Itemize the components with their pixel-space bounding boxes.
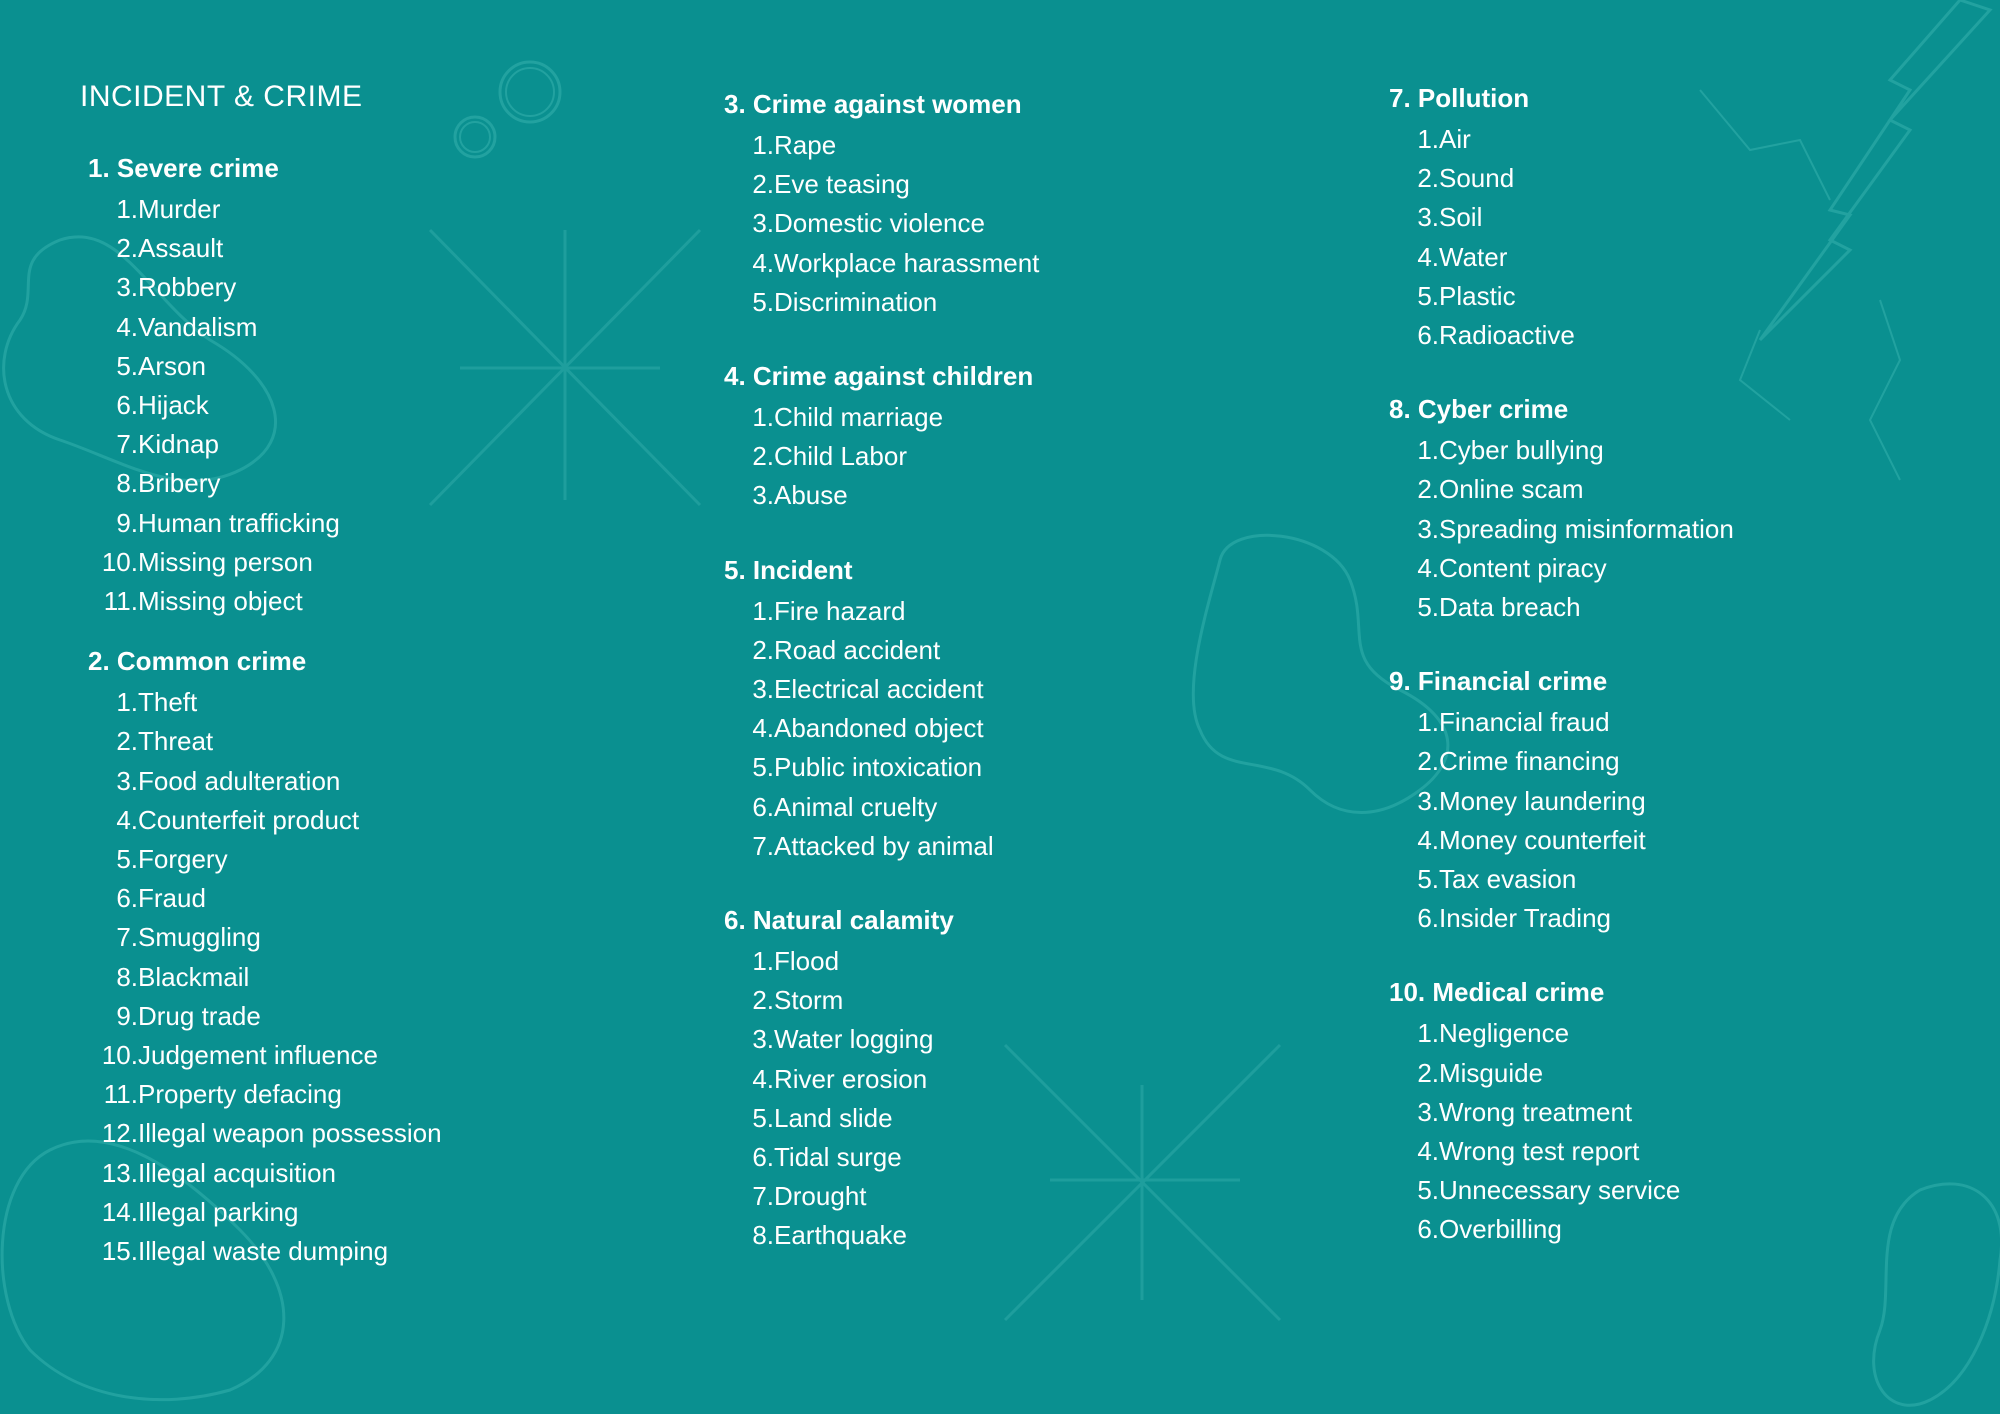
item-label: Tax evasion: [1439, 864, 1577, 895]
item-label: Soil: [1439, 202, 1483, 233]
item-label: Money laundering: [1439, 785, 1646, 816]
item-number: 2.: [752, 169, 774, 200]
item-number: 8.: [116, 961, 138, 992]
item-label: Online scam: [1439, 474, 1584, 505]
item-label: Drug trade: [138, 1000, 261, 1031]
item-number: 4.: [116, 804, 138, 835]
section-financial-crime: [1381, 661, 1734, 938]
list-item: [1381, 588, 1734, 627]
section-common-crime: [80, 641, 442, 1271]
item-number: 5.: [1417, 592, 1439, 623]
item-label: Child Labor: [774, 441, 907, 472]
item-number: 1.: [116, 194, 138, 224]
list-item: [716, 204, 1039, 243]
item-number: 3.: [752, 1024, 774, 1055]
item-number: 1.: [1417, 707, 1439, 738]
list-item: [1381, 899, 1734, 938]
item-number: 3.: [752, 480, 774, 511]
list-item: [716, 1138, 1039, 1177]
item-label: Attacked by animal: [774, 830, 994, 861]
list-item: [80, 1193, 442, 1232]
section-title: 3. Crime against women: [724, 89, 1022, 119]
list-item: [80, 997, 442, 1036]
list-item: [716, 981, 1039, 1020]
item-label: Financial fraud: [1439, 707, 1610, 738]
item-label: Wrong test report: [1439, 1136, 1640, 1167]
item-number: 6.: [1417, 1214, 1439, 1245]
blob-bottom-right: [1874, 1184, 2000, 1405]
item-label: Storm: [774, 985, 844, 1016]
item-label: Negligence: [1439, 1018, 1570, 1049]
list-item: [1381, 198, 1734, 237]
item-label: Content piracy: [1439, 552, 1607, 583]
list-item: [716, 244, 1039, 283]
item-number: 1.: [1417, 435, 1439, 466]
item-label: Electrical accident: [774, 674, 984, 705]
section-title: 4. Crime against children: [724, 361, 1034, 392]
list-item: [716, 398, 1039, 437]
list-item: [80, 1036, 442, 1075]
item-label: Threat: [138, 726, 214, 757]
list-item: [80, 464, 442, 503]
item-label: Flood: [774, 946, 840, 977]
item-label: Smuggling: [138, 922, 261, 953]
list-item: [80, 425, 442, 464]
item-number: 4.: [1417, 241, 1439, 272]
item-label: Bribery: [138, 468, 221, 499]
item-number: 3.: [752, 674, 774, 705]
list-item: [1381, 1054, 1734, 1093]
item-label: Water logging: [774, 1024, 934, 1055]
list-item: [1381, 860, 1734, 899]
item-label: Data breach: [1439, 592, 1581, 623]
item-number: 14.: [101, 1196, 138, 1227]
item-label: Missing person: [138, 546, 313, 577]
item-number: 6.: [116, 883, 138, 914]
list-item: [1381, 1014, 1734, 1053]
item-number: 7.: [752, 1181, 774, 1212]
item-label: Illegal waste dumping: [138, 1236, 389, 1267]
list-item: [1381, 742, 1734, 781]
item-number: 4.: [752, 713, 774, 744]
item-label: Missing object: [138, 586, 303, 617]
item-label: Animal cruelty: [774, 791, 938, 822]
item-number: 5.: [1417, 1175, 1439, 1206]
item-label: Illegal parking: [138, 1196, 299, 1227]
list-item: [80, 1154, 442, 1193]
item-label: Robbery: [138, 272, 237, 303]
section-natural-calamity: [716, 900, 1039, 1256]
item-number: 3.: [116, 765, 138, 796]
item-label: Domestic violence: [774, 208, 985, 239]
list-item: [716, 165, 1039, 204]
item-number: 6.: [1417, 320, 1439, 351]
list-item: [1381, 821, 1734, 860]
item-number: 2.: [752, 441, 774, 472]
item-number: 5.: [116, 844, 138, 875]
item-number: 2.: [1417, 746, 1439, 777]
list-item: [80, 190, 442, 229]
list-item: [1381, 316, 1734, 355]
list-item: [716, 942, 1039, 981]
list-item: [716, 631, 1039, 670]
section-title: 1. Severe crime: [88, 153, 279, 183]
list-item: [80, 504, 442, 543]
list-item: [80, 879, 442, 918]
item-number: 5.: [752, 286, 774, 317]
item-label: River erosion: [774, 1063, 928, 1094]
list-item: [1381, 120, 1734, 159]
item-label: Illegal acquisition: [138, 1157, 337, 1188]
list-item: [716, 437, 1039, 476]
list-item: [1381, 238, 1734, 277]
item-label: Counterfeit product: [138, 804, 360, 835]
item-number: 3.: [1417, 513, 1439, 544]
section-title: 2. Common crime: [88, 646, 307, 677]
bubble-large-icon: [500, 62, 560, 122]
column-2: [716, 84, 1039, 1256]
item-number: 1.: [752, 946, 774, 977]
item-label: Plastic: [1439, 280, 1516, 311]
item-list: [716, 592, 1039, 866]
list-item: [716, 1177, 1039, 1216]
list-item: [1381, 703, 1734, 742]
item-number: 3.: [116, 272, 138, 303]
section-cyber-crime: [1381, 389, 1734, 627]
item-number: 11.: [103, 1079, 138, 1110]
item-number: 8.: [116, 468, 138, 499]
item-number: 5.: [752, 752, 774, 783]
item-list: [716, 398, 1039, 516]
section-title: 5. Incident: [724, 554, 853, 585]
list-item: [80, 918, 442, 957]
item-label: Overbilling: [1439, 1214, 1562, 1245]
item-label: Property defacing: [138, 1079, 342, 1110]
list-item: [716, 283, 1039, 322]
section-crime-against-women: [716, 84, 1039, 322]
lightning-icon: [1760, 0, 1990, 340]
list-item: [80, 722, 442, 761]
item-number: 9.: [116, 507, 138, 538]
item-label: Rape: [774, 130, 837, 160]
item-label: Human trafficking: [138, 507, 340, 538]
item-number: 1.: [1417, 1018, 1439, 1049]
list-item: [1381, 1132, 1734, 1171]
item-label: Assault: [138, 233, 224, 264]
list-item: [716, 1216, 1039, 1255]
item-label: Land slide: [774, 1102, 893, 1133]
item-number: 10.: [101, 546, 138, 577]
list-item: [80, 386, 442, 425]
item-number: 7.: [752, 830, 774, 861]
section-title: 10. Medical crime: [1389, 977, 1605, 1008]
item-label: Food adulteration: [138, 765, 341, 796]
section-incident: [716, 550, 1039, 866]
item-label: Water: [1439, 241, 1508, 272]
item-label: Sound: [1439, 163, 1515, 194]
section-pollution: [1381, 78, 1734, 355]
item-label: Illegal weapon possession: [138, 1118, 442, 1149]
list-item: [80, 1075, 442, 1114]
page-title: INCIDENT & CRIME: [80, 80, 363, 113]
item-number: 4.: [752, 1063, 774, 1094]
section-title: 6. Natural calamity: [724, 905, 954, 936]
list-item: [80, 840, 442, 879]
item-number: 5.: [1417, 280, 1439, 311]
list-item: [80, 801, 442, 840]
item-number: 9.: [116, 1000, 138, 1031]
item-label: Radioactive: [1439, 320, 1575, 351]
list-item: [716, 476, 1039, 515]
item-list: [1381, 120, 1734, 355]
item-number: 4.: [1417, 1136, 1439, 1167]
section-title: 9. Financial crime: [1389, 666, 1608, 697]
list-item: [716, 592, 1039, 631]
list-item: [716, 748, 1039, 787]
item-label: Earthquake: [774, 1220, 907, 1251]
item-number: 2.: [1417, 1057, 1439, 1088]
list-item: [1381, 1093, 1734, 1132]
item-number: 6.: [752, 1142, 774, 1173]
item-number: 10.: [101, 1040, 138, 1071]
list-item: [716, 670, 1039, 709]
item-label: Spreading misinformation: [1439, 513, 1734, 544]
item-number: 6.: [752, 791, 774, 822]
list-item: [80, 958, 442, 997]
list-item: [80, 1232, 442, 1271]
list-item: [80, 347, 442, 386]
item-list: [716, 942, 1039, 1256]
item-number: 2.: [1417, 163, 1439, 194]
item-number: 7.: [116, 922, 138, 953]
item-label: Unnecessary service: [1439, 1175, 1681, 1206]
item-number: 3.: [1417, 1096, 1439, 1127]
item-number: 2.: [1417, 474, 1439, 505]
item-number: 12.: [101, 1118, 138, 1149]
list-item: [80, 762, 442, 801]
list-item: [1381, 782, 1734, 821]
list-item: [80, 308, 442, 347]
item-number: 7.: [116, 429, 138, 460]
item-label: Wrong treatment: [1439, 1096, 1633, 1127]
item-number: 5.: [116, 350, 138, 381]
item-label: Road accident: [774, 634, 941, 665]
list-item: [716, 1060, 1039, 1099]
item-number: 3.: [1417, 785, 1439, 816]
item-number: 1.: [752, 595, 774, 626]
item-number: 4.: [1417, 552, 1439, 583]
item-label: Discrimination: [774, 286, 938, 317]
item-number: 4.: [1417, 824, 1439, 855]
item-number: 2.: [752, 634, 774, 665]
item-number: 1.: [116, 687, 138, 718]
item-label: Air: [1439, 124, 1471, 154]
item-label: Hijack: [138, 390, 209, 421]
section-medical-crime: [1381, 972, 1734, 1249]
item-label: Blackmail: [138, 961, 250, 992]
item-label: Fire hazard: [774, 595, 906, 626]
item-label: Workplace harassment: [774, 247, 1040, 278]
item-number: 2.: [752, 985, 774, 1016]
item-label: Vandalism: [138, 311, 258, 342]
list-item: [716, 788, 1039, 827]
item-label: Public intoxication: [774, 752, 983, 783]
item-number: 13.: [101, 1157, 138, 1188]
list-item: [1381, 431, 1734, 470]
item-label: Kidnap: [138, 429, 219, 460]
list-item: [716, 126, 1039, 165]
list-item: [716, 1020, 1039, 1059]
list-item: [1381, 1210, 1734, 1249]
list-item: [1381, 1171, 1734, 1210]
sparkle-icon: [430, 230, 700, 505]
section-title: 8. Cyber crime: [1389, 394, 1569, 425]
item-number: 11.: [103, 586, 138, 617]
column-3: [1381, 78, 1734, 1250]
section-severe-crime: [80, 148, 442, 621]
item-number: 6.: [116, 390, 138, 421]
item-label: Fraud: [138, 883, 206, 914]
item-label: Theft: [138, 687, 198, 718]
item-list: [80, 683, 442, 1271]
item-label: Abandoned object: [774, 713, 984, 744]
item-list: [80, 190, 442, 621]
list-item: [716, 709, 1039, 748]
item-number: 5.: [752, 1102, 774, 1133]
sparkle-icon-bottom: [1005, 1045, 1280, 1320]
item-number: 1.: [752, 402, 774, 433]
item-number: 4.: [116, 311, 138, 342]
item-label: Money counterfeit: [1439, 824, 1646, 855]
item-label: Murder: [138, 194, 221, 224]
item-label: Abuse: [774, 480, 848, 511]
item-label: Cyber bullying: [1439, 435, 1604, 466]
item-label: Forgery: [138, 844, 228, 875]
item-number: 3.: [752, 208, 774, 239]
item-number: 1.: [1417, 124, 1439, 154]
column-1: [80, 148, 442, 1271]
item-number: 5.: [1417, 864, 1439, 895]
list-item: [1381, 277, 1734, 316]
item-list: [1381, 431, 1734, 627]
list-item: [1381, 549, 1734, 588]
list-item: [1381, 159, 1734, 198]
item-number: 4.: [752, 247, 774, 278]
list-item: [1381, 470, 1734, 509]
list-item: [80, 1114, 442, 1153]
item-label: Tidal surge: [774, 1142, 902, 1173]
item-list: [716, 126, 1039, 322]
list-item: [80, 582, 442, 621]
item-label: Misguide: [1439, 1057, 1544, 1088]
item-number: 15.: [101, 1236, 138, 1267]
item-list: [1381, 703, 1734, 938]
item-label: Insider Trading: [1439, 903, 1611, 934]
list-item: [80, 229, 442, 268]
item-number: 1.: [752, 130, 774, 160]
list-item: [716, 1099, 1039, 1138]
item-number: 2.: [116, 726, 138, 757]
list-item: [1381, 510, 1734, 549]
list-item: [80, 683, 442, 722]
item-list: [1381, 1014, 1734, 1249]
item-number: 3.: [1417, 202, 1439, 233]
item-label: Eve teasing: [774, 169, 910, 200]
section-crime-against-children: [716, 356, 1039, 516]
item-label: Crime financing: [1439, 746, 1620, 777]
list-item: [80, 268, 442, 307]
list-item: [80, 543, 442, 582]
list-item: [716, 827, 1039, 866]
item-number: 6.: [1417, 903, 1439, 934]
item-number: 2.: [116, 233, 138, 264]
section-title: 7. Pollution: [1389, 83, 1530, 113]
item-label: Child marriage: [774, 402, 944, 433]
item-label: Arson: [138, 350, 206, 381]
item-label: Drought: [774, 1181, 867, 1212]
item-label: Judgement influence: [138, 1040, 378, 1071]
item-number: 8.: [752, 1220, 774, 1251]
